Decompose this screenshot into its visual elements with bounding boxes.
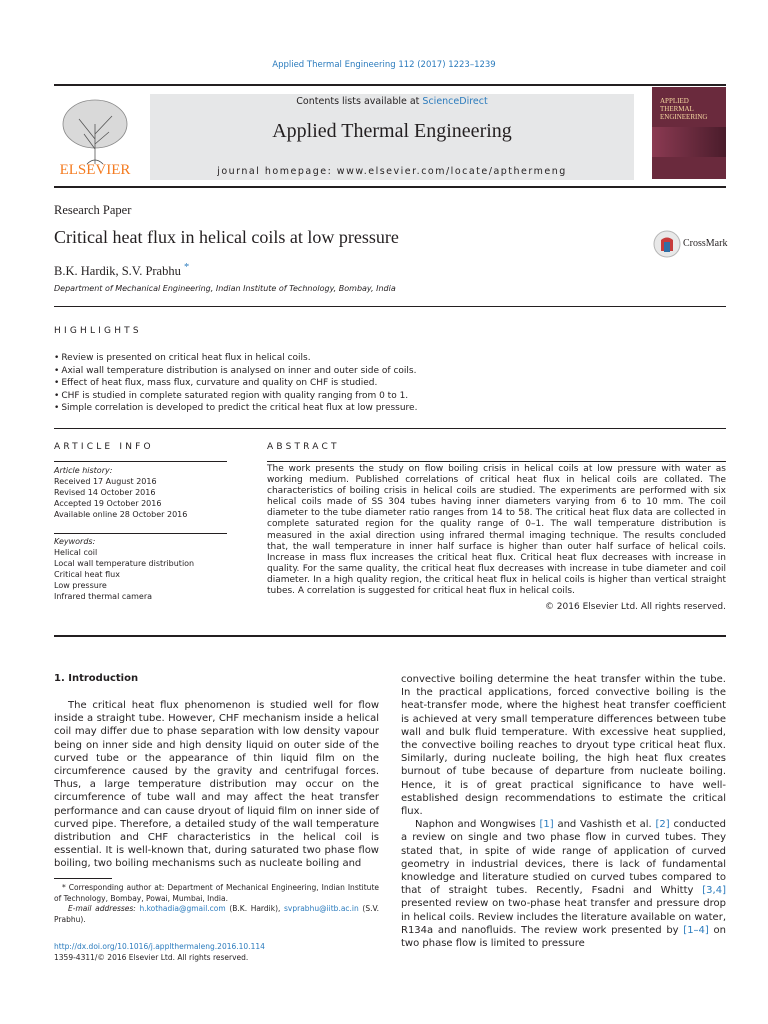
abstract-text: The work presents the study on flow boiling crisis in helical coils at low pressure with water as working medium. Published correlations of critical heat flux in helical coils are collated. The characteristics of boiling crisis in helical coils are studied. The experiments are performed with six helical coils made of SS 304 tubes having inner diameters varying from 6 to 10 mm. The coil diameter to the tube diameter ratio ranges from 14 to 58. The critical heat flux data are collected in complete saturated region for the quality range of 0–1. The wall temperature distribution is measured in the axial direction using infrared thermal imaging technique. The results concluded that, the wall temperature in inner half surface is higher than outer half surface of helical coils. Increase in mass flux increases the critical heat flux. Critical heat flux decreases with increase in quality. For the same quality, the critical heat flux decreases with increase in tube diameter and coil diameter. In a high quality region, the critical heat flux in helical coils is higher than vertical straight tubes. A correlation is suggested for critical heat flux in helical coils. <box>267 464 726 597</box>
email-link-hardik[interactable]: h.kothadia@gmail.com <box>139 904 226 913</box>
keywords-label: Keywords: <box>54 537 96 546</box>
keyword-item: Critical heat flux <box>54 570 120 579</box>
paragraph-text: conducted a review on single and two phase flow in curved tubes. They stated that, in spite of wide range of application of curved geometry in industrial devices, there is lack of fundamental knowledge and literature studied on curved tubes compared to that of straight tubes. Recently, Fsadni and Whitty <box>401 819 726 897</box>
crossmark-label: CrossMark <box>683 238 728 249</box>
history-revised: Revised 14 October 2016 <box>54 488 156 497</box>
body-paragraph <box>401 818 726 950</box>
cover-title-line: THERMAL <box>660 105 694 113</box>
highlights-label: HIGHLIGHTS <box>54 326 142 336</box>
paragraph-text: and Vashisth et al. <box>553 819 656 831</box>
highlights-list <box>54 352 734 415</box>
header-rule-top <box>54 84 726 86</box>
article-title: Critical heat flux in helical coils at low pressure <box>54 227 399 247</box>
author-list <box>54 262 189 279</box>
body-right-column <box>401 673 726 950</box>
abstract-copyright: © 2016 Elsevier Ltd. All rights reserved. <box>544 602 726 612</box>
cover-title-line: APPLIED <box>660 97 689 105</box>
abstract-label: ABSTRACT <box>267 442 340 452</box>
article-info-rule <box>54 461 227 462</box>
highlight-item: • Axial wall temperature distribution is analysed on inner and outer side of coils. <box>54 365 734 378</box>
highlights-rule-top <box>54 306 726 307</box>
crossmark-badge[interactable] <box>652 229 732 261</box>
email-owner: (B.K. Hardik), <box>229 904 281 913</box>
reference-link-1-4[interactable]: [1–4] <box>683 924 709 936</box>
email-owner: (S.V. Prabhu). <box>54 904 380 924</box>
email-link-prabhu[interactable]: svprabhu@iitb.ac.in <box>284 904 359 913</box>
body-paragraph: The critical heat flux phenomenon is studied well for flow inside a straight tube. However, CHF mechanism inside a helical coil may differ due to phase separation with low density vapour being on inner side and high density liquid on outer side of the curved tube or the appearance of thin liquid film on the circumference caused by the gravity and centrifugal forces. Thus, a large temperature distribution may occur on the circumference of tube wall and may affect the heat transfer performance and can cause dryout of liquid film on inner side of curved pipe. Therefore, a detailed study of the wall temperature distribution and CHF characteristics in the helical coil is essential. It is well-known that, during saturated two phase flow boiling, two boiling mechanisms such as nucleate boiling and <box>54 700 379 870</box>
highlight-item: • Simple correlation is developed to predict the critical heat flux at low pressure. <box>54 402 734 415</box>
reference-link-2[interactable]: [2] <box>655 819 670 831</box>
highlight-item: • CHF is studied in complete saturated region with quality ranging from 0 to 1. <box>54 390 734 403</box>
highlight-item: • Review is presented on critical heat flux in helical coils. <box>54 352 734 365</box>
footnote-corresponding <box>54 883 379 925</box>
highlights-rule-bottom <box>54 428 726 429</box>
corresponding-author-note: * Corresponding author at: Department of Mechanical Engineering, Indian Institute of Technology, Bombay, Powai, Mumbai, India. <box>54 883 379 903</box>
abstract-rule-bottom <box>54 635 726 637</box>
sciencedirect-link[interactable]: ScienceDirect <box>422 96 488 107</box>
authors-text: B.K. Hardik, S.V. Prabhu <box>54 264 181 279</box>
article-history <box>54 465 234 520</box>
history-received: Received 17 August 2016 <box>54 477 157 486</box>
contents-prefix: Contents lists available at <box>296 96 423 107</box>
journal-cover-image[interactable] <box>652 87 726 179</box>
article-info-label: ARTICLE INFO <box>54 442 154 452</box>
keywords <box>54 536 234 602</box>
highlight-item: • Effect of heat flux, mass flux, curvature and quality on CHF is studied. <box>54 377 734 390</box>
email-addresses <box>54 904 379 925</box>
history-accepted: Accepted 19 October 2016 <box>54 499 162 508</box>
history-online: Available online 28 October 2016 <box>54 510 188 519</box>
section-heading-introduction: 1. Introduction <box>54 673 139 684</box>
footnote-rule <box>54 878 112 879</box>
affiliation: Department of Mechanical Engineering, Indian Institute of Technology, Bombay, India <box>54 284 396 293</box>
keyword-item: Infrared thermal camera <box>54 592 153 601</box>
journal-homepage[interactable]: journal homepage: www.elsevier.com/locate/apthermeng <box>217 166 567 177</box>
paragraph-text: presented review on two-phase heat transfer and pressure drop in helical coils. Review includes the literature available on water, R134a and nanofluids. The review work presented by <box>401 898 726 936</box>
corresponding-author-marker[interactable]: * <box>183 262 190 273</box>
body-left-column <box>54 699 379 871</box>
crossmark-icon <box>652 229 682 259</box>
reference-link-1[interactable]: [1] <box>539 819 554 831</box>
paragraph-text: Naphon and Wongwises <box>415 819 540 831</box>
elsevier-logo <box>54 94 136 180</box>
contents-line <box>150 96 634 107</box>
issn-line: 1359-4311/© 2016 Elsevier Ltd. All rights reserved. <box>54 952 249 962</box>
keyword-item: Low pressure <box>54 581 107 590</box>
cover-title-line: ENGINEERING <box>660 113 708 121</box>
journal-name: Applied Thermal Engineering <box>272 120 512 142</box>
body-paragraph: convective boiling determine the heat transfer within the tube. In the practical applications, forced convective boiling is the heat-transfer mode, where the highest heat transfer coefficient is achieved at very small temperature differences between tube wall and bulk fluid temperature. With excessive heat supplied, the convective boiling reaches to dryout type critical heat flux. Similarly, during nucleate boiling, the high heat flux creates burnout of tube because of departure from nucleate boiling. Hence, it is of great practical significance to have well-established design recommendations to estimate the critical flux. <box>401 674 726 818</box>
elsevier-wordmark: ELSEVIER <box>59 162 131 178</box>
article-history-label: Article history: <box>54 466 113 475</box>
article-type: Research Paper <box>54 203 132 217</box>
keyword-item: Local wall temperature distribution <box>54 559 195 568</box>
keywords-rule <box>54 533 227 534</box>
paragraph-text: on two phase flow is limited to pressure <box>401 924 726 950</box>
journal-citation-link[interactable]: Applied Thermal Engineering 112 (2017) 1223–1239 <box>272 60 496 70</box>
header-rule-bottom <box>54 186 726 188</box>
reference-link-3-4[interactable]: [3,4] <box>702 885 726 897</box>
doi-block <box>54 942 265 963</box>
email-label: E-mail addresses: <box>68 904 136 913</box>
abstract-rule <box>267 461 726 462</box>
doi-link[interactable]: http://dx.doi.org/10.1016/j.applthermaleng.2016.10.114 <box>54 942 265 951</box>
keyword-item: Helical coil <box>54 548 98 557</box>
